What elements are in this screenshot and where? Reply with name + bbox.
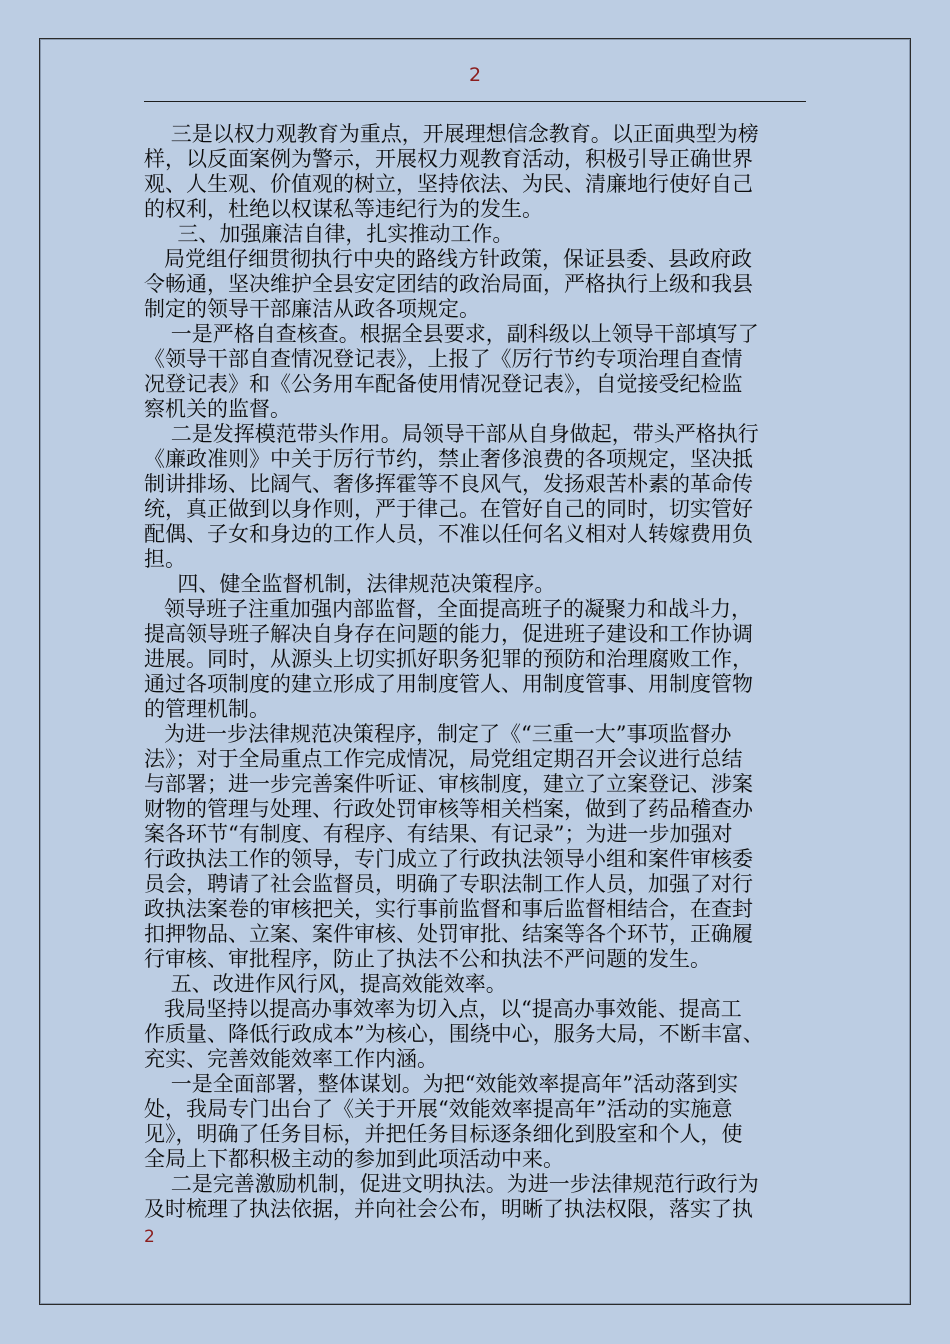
- text-line: 见》，明确了任务目标，并把任务目标逐条细化到股室和个人，使: [144, 1122, 743, 1146]
- text-line: 一是全面部署，整体谋划。为把“效能效率提高年”活动落到实: [144, 1072, 739, 1096]
- text-line: 及时梳理了执法依据，并向社会公布，明晰了执法权限，落实了执: [144, 1197, 753, 1221]
- text-line: 观、人生观、价值观的树立，坚持依法、为民、清廉地行使好自己: [144, 172, 753, 196]
- text-line: 担。: [144, 547, 186, 571]
- text-line: 三是以权力观教育为重点，开展理想信念教育。以正面典型为榜: [144, 122, 759, 146]
- text-line: 统，真正做到以身作则，严于律己。在管好自己的同时，切实管好: [144, 497, 753, 521]
- text-line: 扣押物品、立案、案件审核、处罚审批、结案等各个环节，正确履: [144, 922, 753, 946]
- text-line: 全局上下都积极主动的参加到此项活动中来。: [144, 1147, 564, 1171]
- text-line: 四、健全监督机制，法律规范决策程序。: [144, 572, 556, 596]
- text-line: 财物的管理与处理、行政处罚审核等相关档案，做到了药品稽查办: [144, 797, 753, 821]
- text-line: 我局坚持以提高办事效率为切入点，以“提高办事效能、提高工: [144, 997, 742, 1021]
- text-line: 配偶、子女和身边的工作人员，不准以任何名义相对人转嫁费用负: [144, 522, 753, 546]
- text-line: 一是严格自查核查。根据全县要求，副科级以上领导干部填写了: [144, 322, 759, 346]
- text-line: 二是完善激励机制，促进文明执法。为进一步法律规范行政行为: [144, 1172, 759, 1196]
- text-line: 充实、完善效能效率工作内涵。: [144, 1047, 438, 1071]
- text-line: 为进一步法律规范决策程序，制定了《“三重一大”事项监督办: [144, 722, 732, 746]
- text-line: 二是发挥模范带头作用。局领导干部从自身做起，带头严格执行: [144, 422, 759, 446]
- text-line: 制定的领导干部廉洁从政各项规定。: [144, 297, 480, 321]
- text-line: 三、加强廉洁自律，扎实推动工作。: [144, 222, 514, 246]
- header-divider: [144, 101, 806, 102]
- text-line: 处，我局专门出台了《关于开展“效能效率提高年”活动的实施意: [144, 1097, 733, 1121]
- text-line: 五、改进作风行风，提高效能效率。: [144, 972, 507, 996]
- text-line: 领导班子注重加强内部监督，全面提高班子的凝聚力和战斗力，: [144, 597, 753, 621]
- body-text: [144, 122, 844, 1222]
- text-line: 进展。同时，从源头上切实抓好职务犯罪的预防和治理腐败工作，: [144, 647, 753, 671]
- text-line: 行审核、审批程序，防止了执法不公和执法不严问题的发生。: [144, 947, 711, 971]
- text-line: 通过各项制度的建立形成了用制度管人、用制度管事、用制度管物: [144, 672, 753, 696]
- footer-page-number: 2: [144, 1227, 155, 1247]
- text-line: 提高领导班子解决自身存在问题的能力，促进班子建设和工作协调: [144, 622, 753, 646]
- text-line: 样，以反面案例为警示，开展权力观教育活动，积极引导正确世界: [144, 147, 753, 171]
- text-line: 案各环节“有制度、有程序、有结果、有记录”；为进一步加强对: [144, 822, 733, 846]
- text-line: 察机关的监督。: [144, 397, 291, 421]
- text-line: 与部署；进一步完善案件听证、审核制度，建立了立案登记、涉案: [144, 772, 753, 796]
- text-line: 的管理机制。: [144, 697, 270, 721]
- text-line: 法》；对于全局重点工作完成情况，局党组定期召开会议进行总结: [144, 747, 743, 771]
- text-line: 员会，聘请了社会监督员，明确了专职法制工作人员，加强了对行: [144, 872, 753, 896]
- text-line: 政执法案卷的审核把关，实行事前监督和事后监督相结合，在查封: [144, 897, 753, 921]
- text-line: 令畅通，坚决维护全县安定团结的政治局面，严格执行上级和我县: [144, 272, 753, 296]
- text-line: 行政执法工作的领导，专门成立了行政执法领导小组和案件审核委: [144, 847, 753, 871]
- text-line: 作质量、降低行政成本”为核心，围绕中心，服务大局，不断丰富、: [144, 1022, 764, 1046]
- text-line: 《廉政准则》中关于厉行节约，禁止奢侈浪费的各项规定，坚决抵: [144, 447, 753, 471]
- text-line: 制讲排场、比阔气、奢侈挥霍等不良风气，发扬艰苦朴素的革命传: [144, 472, 753, 496]
- text-line: 《领导干部自查情况登记表》，上报了《厉行节约专项治理自查情: [144, 347, 743, 371]
- header-page-number: 2: [468, 64, 482, 86]
- text-line: 的权利，杜绝以权谋私等违纪行为的发生。: [144, 197, 543, 221]
- text-line: 况登记表》和《公务用车配备使用情况登记表》，自觉接受纪检监: [144, 372, 743, 396]
- text-line: 局党组仔细贯彻执行中央的路线方针政策，保证县委、县政府政: [144, 247, 753, 271]
